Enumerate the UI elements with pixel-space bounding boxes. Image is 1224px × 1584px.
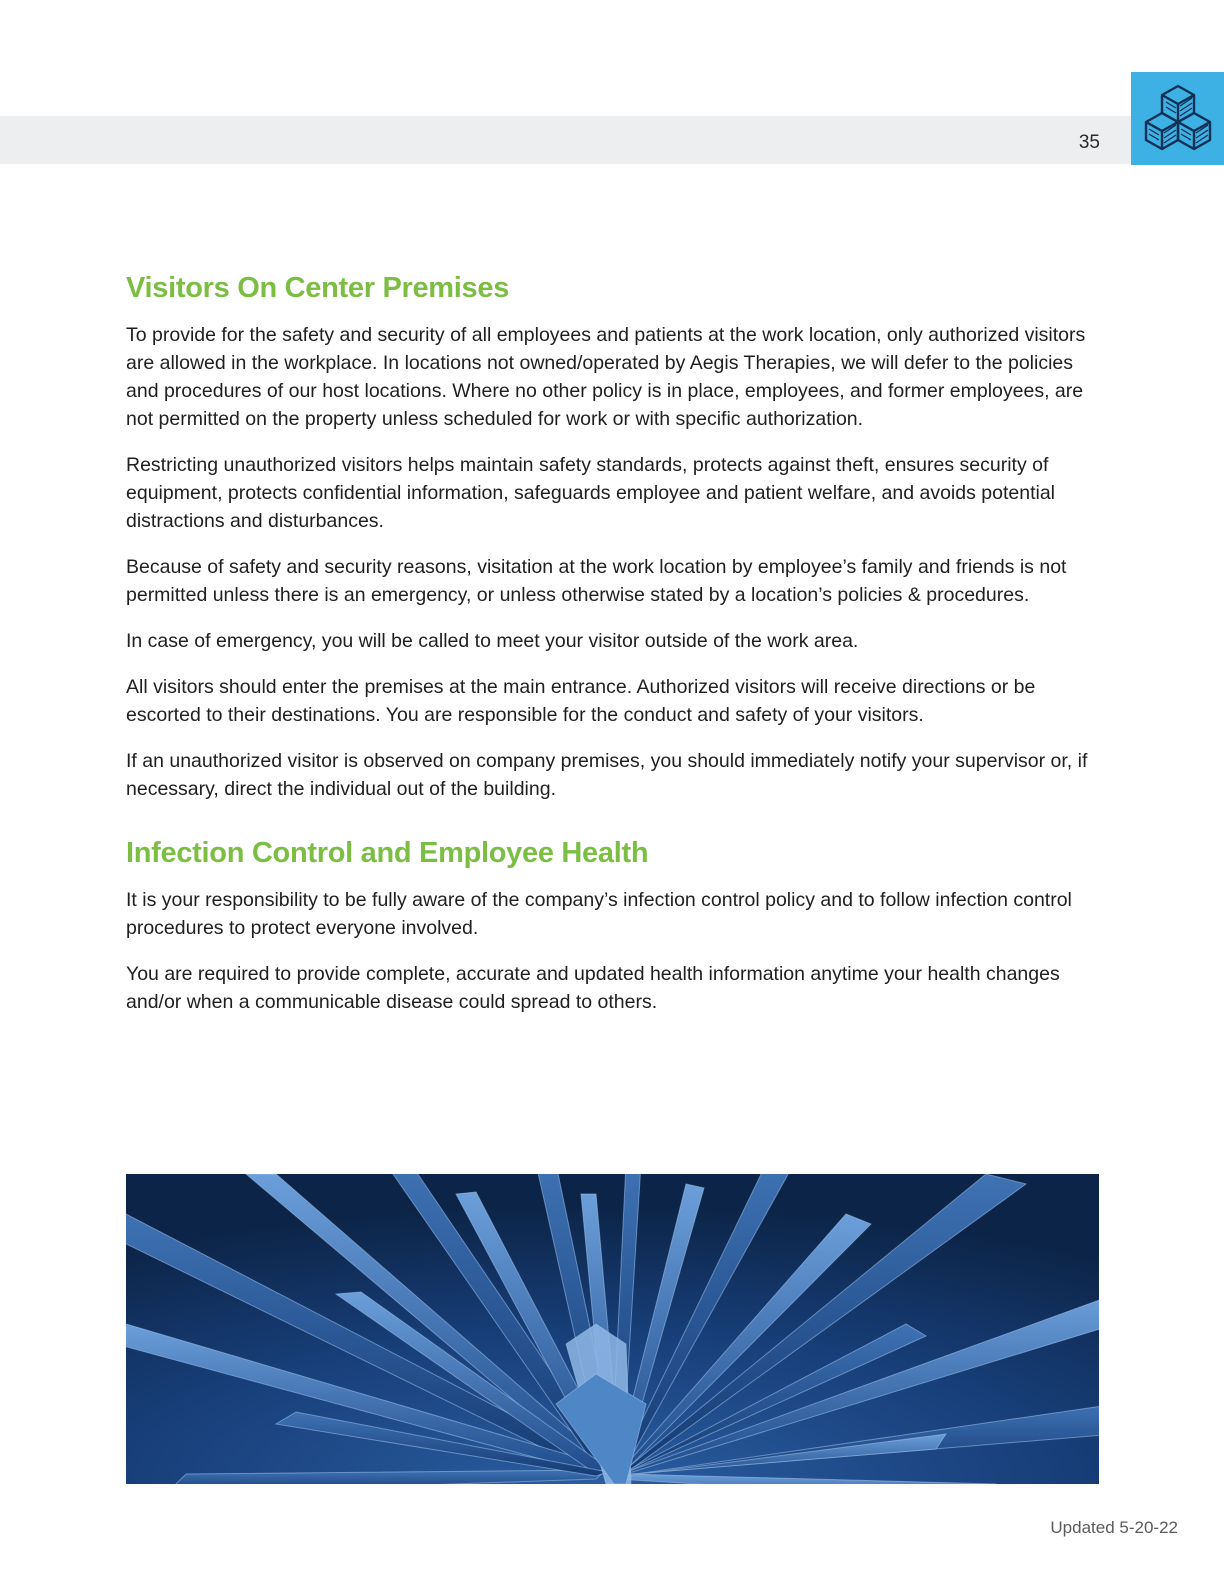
paragraph: Because of safety and security reasons, visitation at the work location by employee’s family and friends is not permitted unless there is an emergency, or unless otherwise stated by a location’s policies & procedures.	[126, 556, 1067, 606]
updated-date: Updated 5-20-22	[1050, 1518, 1178, 1537]
section-title-infection-control: Infection Control and Employee Health	[126, 837, 649, 869]
paragraph: Restricting unauthorized visitors helps maintain safety standards, protects against theft, ensures security of equipment, protects confidential information, safeguards employee and patient welfare, and avoids potential distractions and disturbances.	[126, 454, 1055, 532]
section-title-visitors: Visitors On Center Premises	[126, 272, 510, 304]
page-number: 35	[1078, 132, 1100, 153]
paragraph: If an unauthorized visitor is observed on company premises, you should immediately notify your supervisor or, if necessary, direct the individual out of the building.	[126, 750, 1088, 800]
agave-plant-image	[126, 1174, 1099, 1484]
logo	[1131, 72, 1224, 165]
page-content	[126, 272, 1101, 1034]
paragraph: All visitors should enter the premises at the main entrance. Authorized visitors will receive directions or be escorted to their destinations. You are responsible for the conduct and safety of your visitors.	[126, 676, 1036, 726]
stacked-cubes-icon	[1140, 84, 1216, 154]
paragraph: In case of emergency, you will be called to meet your visitor outside of the work area.	[126, 630, 859, 652]
paragraph: It is your responsibility to be fully aware of the company’s infection control policy and to follow infection control procedures to protect everyone involved.	[126, 889, 1072, 939]
paragraph: To provide for the safety and security of all employees and patients at the work location, only authorized visitors are allowed in the workplace. In locations not owned/operated by Aegis Therapies, we will defer to the policies and procedures of our host locations. Where no other policy is in place, employees, and former employees, are not permitted on the property unless scheduled for work or with specific authorization.	[126, 324, 1086, 430]
paragraph: You are required to provide complete, accurate and updated health information anytime your health changes and/or when a communicable disease could spread to others.	[126, 963, 1060, 1013]
